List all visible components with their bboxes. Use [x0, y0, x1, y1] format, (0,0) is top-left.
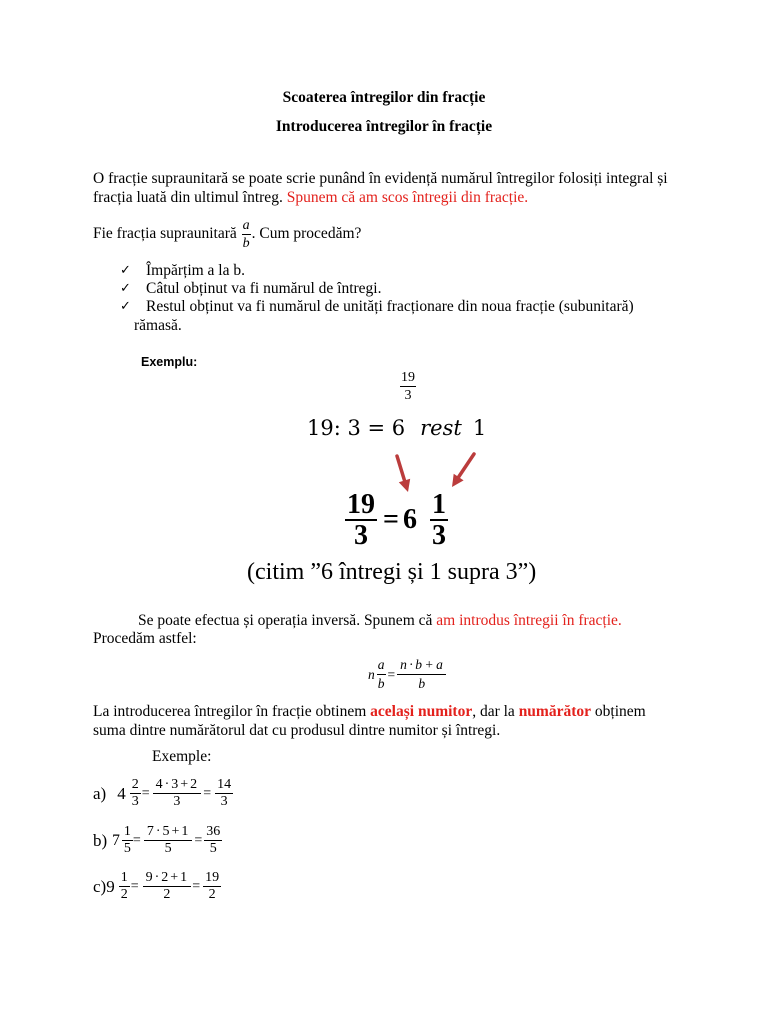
mixed-fraction-part	[130, 777, 141, 810]
example-row	[93, 824, 222, 857]
inverse-text: Se poate efectua și operația inversă. Spunem că	[138, 612, 437, 629]
fraction-denominator: 3	[404, 388, 412, 403]
fraction-numerator: a	[242, 217, 250, 233]
step-item	[120, 279, 720, 298]
arrow-down-icon	[397, 456, 410, 492]
equals-sign: =	[192, 878, 201, 894]
improper-fraction	[345, 490, 377, 550]
page-subtitle: Introducerea întregilor în fracție	[275, 118, 493, 135]
fraction-numerator: 1	[123, 824, 131, 839]
fraction-denominator: 3	[354, 520, 368, 551]
arrow-shaft	[459, 454, 474, 477]
arrow-down-icon	[452, 454, 474, 487]
whole-part: 6	[402, 504, 417, 535]
examples-heading: Exemple:	[152, 748, 212, 765]
fraction-numerator: a	[377, 656, 386, 675]
equals-sign: =	[132, 832, 141, 848]
step-item	[120, 261, 720, 280]
equals-sign: =	[130, 878, 139, 894]
formula-result-fraction	[397, 656, 446, 693]
check-icon	[120, 297, 131, 316]
intro-line-1: O fracție supraunitară se poate scrie punând în evidență numărul întregilor folosiți integral și	[93, 170, 668, 187]
page-title: Scoaterea întregilor din fracție	[282, 89, 486, 106]
fraction-denominator: b	[377, 676, 385, 691]
rule-line-2: suma dintre numărătorul dat cu produsul dintre numitor și întregi.	[93, 722, 501, 739]
fraction-numerator: 7·5+1	[144, 824, 193, 841]
intro-text: fracția luată din ultimul întreg.	[93, 189, 287, 206]
formula-fraction	[377, 656, 386, 693]
fraction-denominator: 3	[131, 794, 139, 809]
check-icon	[120, 279, 131, 298]
expression-fraction	[143, 870, 192, 903]
result-fraction	[203, 870, 221, 903]
intro-highlight: Spunem că am scos întregii din fracție.	[286, 189, 529, 206]
inverse-line-1	[138, 611, 622, 630]
inverse-line-2: Procedăm astfel:	[93, 630, 197, 647]
step-text-continuation: rămasă.	[134, 317, 182, 334]
inverse-highlight: am introdus întregii în fracție.	[436, 612, 622, 629]
reading-caption: (citim ”6 întregi și 1 supra 3”)	[247, 559, 537, 585]
fraction-denominator: 2	[208, 887, 216, 902]
arrow-shaft	[397, 456, 405, 481]
rule-highlight: același numitor	[370, 703, 473, 720]
fraction-denominator: b	[242, 235, 250, 251]
example-label: a)	[93, 783, 107, 803]
fraction-numerator: 19	[347, 489, 375, 520]
fraction-denominator: 2	[163, 887, 171, 902]
division-expression: 19: 3 = 6	[307, 416, 406, 440]
mixed-fraction-part	[122, 824, 133, 857]
rule-text: La introducerea întregilor în fracție obtinem	[93, 703, 371, 720]
fraction-denominator: 3	[220, 794, 228, 809]
expression-fraction	[153, 777, 202, 810]
fraction-denominator: 3	[173, 794, 181, 809]
fraction-numerator: 1	[431, 489, 446, 520]
expression-fraction	[144, 824, 193, 857]
example-label: b)	[93, 830, 108, 850]
question-text: Fie fracția supraunitară	[93, 225, 241, 242]
fraction-numerator: 2	[131, 777, 139, 792]
step-text: Câtul obținut va fi numărul de întregi.	[146, 280, 382, 297]
fraction-numerator: 4·3+2	[153, 777, 202, 794]
example-row	[93, 870, 221, 903]
intro-line-2	[93, 188, 528, 207]
equals-sign: =	[383, 504, 399, 535]
fraction-numerator: n·b+a	[397, 656, 446, 675]
rule-line-1	[93, 702, 646, 721]
fraction-denominator: b	[418, 676, 426, 691]
question-text-end: . Cum procedăm?	[251, 225, 362, 242]
division-equation	[307, 414, 486, 442]
rule-highlight: numărător	[518, 703, 592, 720]
example-whole: 9	[106, 876, 115, 896]
example-label: c)	[93, 876, 107, 896]
fraction-numerator: 1	[120, 870, 128, 885]
example-whole: 4	[117, 783, 126, 803]
fraction-denominator: 5	[209, 841, 217, 856]
result-fraction	[215, 777, 233, 810]
fraction-numerator: 36	[206, 824, 221, 839]
equals-sign: =	[194, 832, 203, 848]
fraction-numerator: 9·2+1	[143, 870, 192, 887]
example-heading: Exemplu:	[141, 355, 198, 369]
fraction-denominator: 5	[164, 841, 172, 856]
equals-sign: =	[387, 666, 396, 682]
result-equation	[345, 490, 448, 550]
equals-sign: =	[141, 785, 150, 801]
fraction-denominator: 2	[120, 887, 128, 902]
fraction-numerator: 19	[205, 870, 220, 885]
check-icon	[120, 261, 131, 280]
fraction-denominator: 3	[431, 520, 446, 551]
step-item	[120, 297, 720, 335]
step-text: Restul obținut va fi numărul de unități fracționare din noua fracție (subunitară)	[146, 298, 634, 315]
fraction	[400, 369, 416, 404]
proper-fraction	[430, 490, 448, 550]
example-row	[93, 777, 233, 810]
mixed-fraction-part	[119, 870, 130, 903]
division-remainder: 1	[472, 416, 487, 440]
example-whole: 7	[112, 831, 120, 849]
fraction-numerator: 19	[401, 370, 415, 385]
fraction-a-over-b	[242, 217, 251, 252]
fraction-denominator: 5	[123, 841, 131, 856]
general-formula	[366, 656, 446, 693]
example-fraction	[388, 369, 428, 404]
rule-text: obținem	[591, 703, 646, 720]
formula-whole: n	[368, 666, 375, 682]
result-fraction	[204, 824, 222, 857]
division-rest-word: rest	[420, 416, 462, 440]
step-text: Împărțim a la b.	[146, 262, 245, 279]
rule-text: , dar la	[472, 703, 519, 720]
question-line	[93, 217, 361, 251]
equals-sign: =	[203, 785, 212, 801]
fraction-numerator: 14	[217, 777, 232, 792]
